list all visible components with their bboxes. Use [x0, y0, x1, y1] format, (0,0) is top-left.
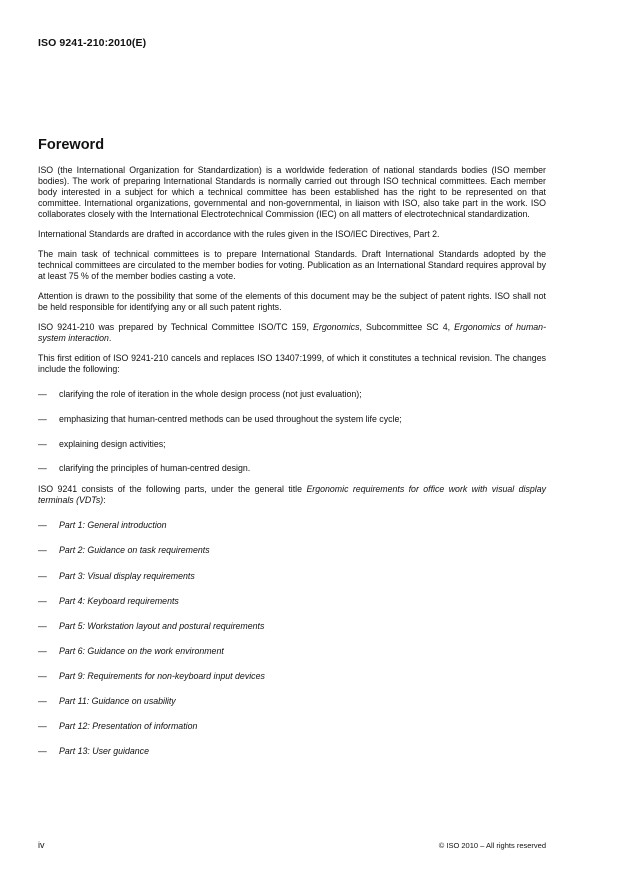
- dash-marker: —: [38, 520, 47, 531]
- dash-marker: —: [38, 389, 47, 399]
- copyright-notice: © ISO 2010 – All rights reserved: [438, 841, 546, 850]
- dash-marker: —: [38, 746, 47, 757]
- subcommittee-name: Ergonomics of human-system interaction: [38, 322, 546, 343]
- list-item: [38, 696, 546, 707]
- dash-marker: —: [38, 620, 47, 631]
- list-item-text: emphasizing that human-centred methods can be used throughout the system life cycle;: [59, 413, 402, 424]
- dash-marker: —: [38, 570, 47, 581]
- list-item: [38, 414, 546, 425]
- part-title: Part 3: Visual display requirements: [59, 570, 195, 581]
- list-item: [38, 621, 546, 632]
- page-number: iv: [38, 840, 45, 850]
- dash-marker: —: [38, 545, 47, 556]
- changes-list: [38, 389, 546, 474]
- list-item: [38, 596, 546, 607]
- part-title: Part 1: General introduction: [59, 520, 167, 531]
- paragraph-prepared-by: [38, 322, 546, 344]
- list-item: [38, 671, 546, 682]
- list-item: [38, 439, 546, 450]
- dash-marker: —: [38, 721, 47, 732]
- dash-marker: —: [38, 413, 47, 424]
- list-item: [38, 571, 546, 582]
- text-span: ISO 9241-210 was prepared by Technical Committee ISO/TC 159,: [38, 322, 314, 332]
- parts-list: [38, 520, 546, 757]
- foreword-body: [38, 165, 546, 771]
- document-header: ISO 9241-210:2010(E): [38, 37, 147, 49]
- part-title: Part 2: Guidance on task requirements: [59, 545, 210, 556]
- part-title: Part 9: Requirements for non-keyboard input devices: [59, 670, 265, 681]
- paragraph-drafting: International Standards are drafted in accordance with the rules given in the ISO/IEC Directives, Part 2.: [38, 229, 440, 239]
- paragraph-edition: This first edition of ISO 9241-210 cancels and replaces ISO 13407:1999, of which it constitutes a technical revision. The changes include the following:: [38, 353, 546, 374]
- paragraph-technical-committees: The main task of technical committees is to prepare International Standards. Draft International Standards adopted by the technical committees are circulated to the member bodies for voting. Publication as an International Standard requires approval by at least 75 % of the member bodies casting a vote.: [38, 249, 546, 281]
- part-title: Part 13: User guidance: [59, 746, 149, 757]
- paragraph-parts-intro: [38, 484, 546, 506]
- text-span: :: [103, 495, 106, 506]
- list-item: [38, 721, 546, 732]
- list-item-text: clarifying the role of iteration in the whole design process (not just evaluation);: [59, 389, 362, 399]
- text-span: , Subcommittee SC 4,: [359, 322, 455, 332]
- list-item: [38, 545, 546, 556]
- list-item: [38, 463, 546, 474]
- list-item: [38, 389, 546, 400]
- general-title: Ergonomic requirements for office work with visual display terminals (VDTs): [38, 484, 546, 506]
- list-item: [38, 520, 546, 531]
- text-span: .: [108, 333, 112, 343]
- list-item: [38, 646, 546, 657]
- part-title: Part 5: Workstation layout and postural requirements: [59, 620, 265, 631]
- dash-marker: —: [38, 463, 47, 474]
- list-item: [38, 746, 546, 757]
- dash-marker: —: [38, 645, 47, 656]
- dash-marker: —: [38, 438, 47, 449]
- dash-marker: —: [38, 595, 47, 606]
- section-title: Foreword: [38, 137, 105, 153]
- part-title: Part 6: Guidance on the work environment: [59, 645, 224, 656]
- part-title: Part 4: Keyboard requirements: [59, 595, 179, 606]
- paragraph-patent-rights: Attention is drawn to the possibility that some of the elements of this document may be the subject of patent rights. ISO shall not be held responsible for identifying any or all such patent rights.: [38, 291, 546, 312]
- part-title: Part 12: Presentation of information: [59, 721, 198, 732]
- dash-marker: —: [38, 696, 47, 707]
- list-item-text: explaining design activities;: [59, 438, 166, 449]
- part-title: Part 11: Guidance on usability: [59, 696, 176, 707]
- dash-marker: —: [38, 670, 47, 681]
- committee-name: Ergonomics: [313, 322, 360, 332]
- list-item-text: clarifying the principles of human-centred design.: [59, 463, 251, 474]
- text-span: ISO 9241 consists of the following parts, under the general title: [38, 484, 307, 495]
- paragraph-iso-intro: ISO (the International Organization for Standardization) is a worldwide federation of national standards bodies (ISO member bodies). The work of preparing International Standards is normally carried out through ISO technical committees. Each member body interested in a subject for which a technical committee has been established has the right to be represented on that committee. International organizations, governmental and non-governmental, in liaison with ISO, also take part in the work. ISO collaborates closely with the International Electrotechnical Commission (IEC) on all matters of electrotechnical standardization.: [38, 165, 546, 219]
